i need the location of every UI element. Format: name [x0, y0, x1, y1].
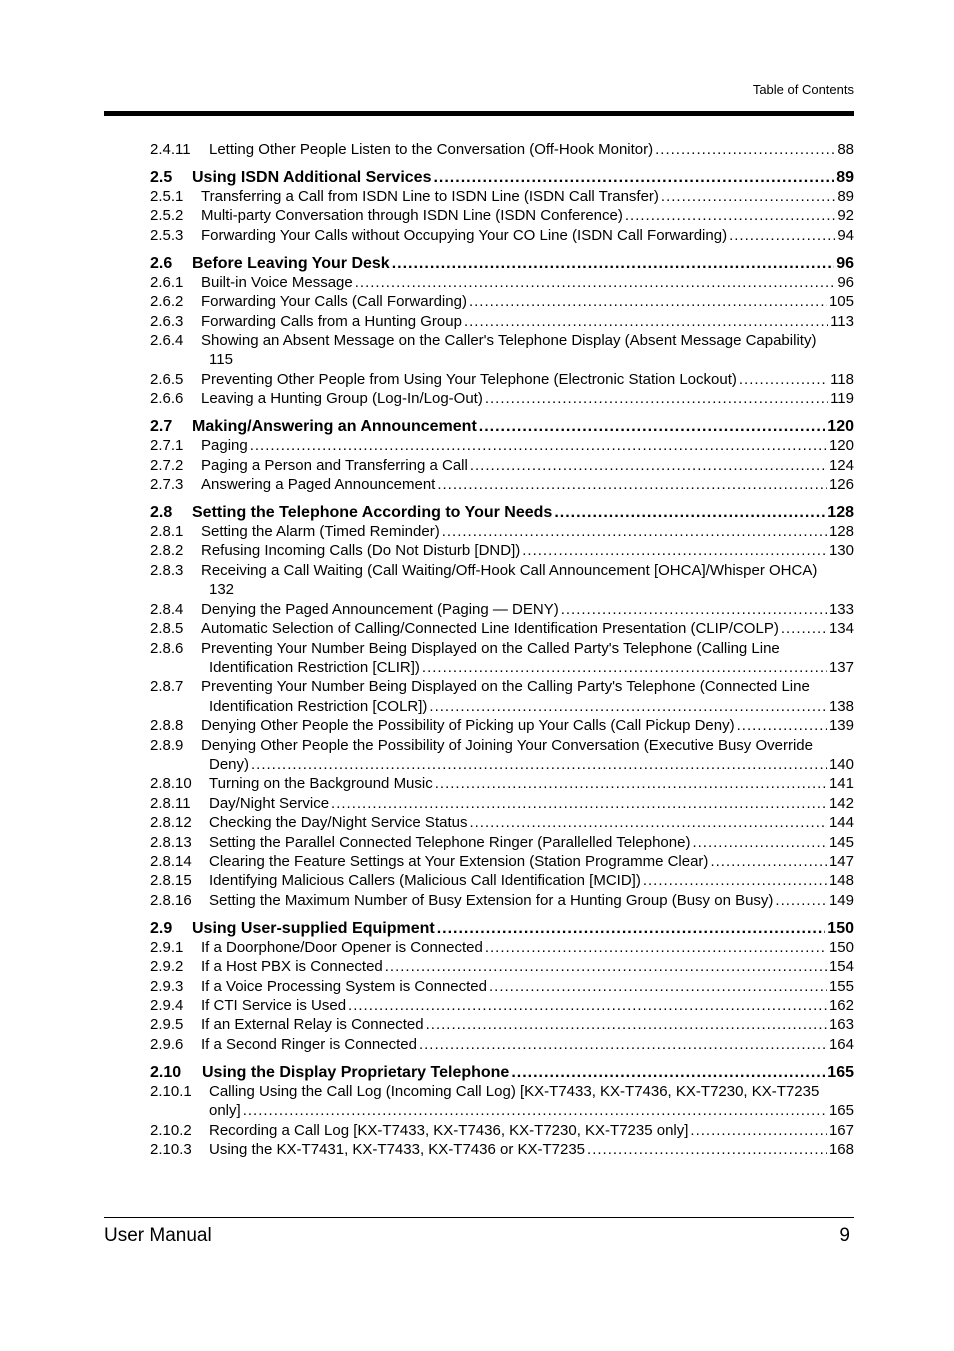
- toc-entry-page: 168: [828, 1141, 854, 1159]
- toc-entry-page: 149: [828, 891, 854, 909]
- toc-entry-page: 164: [828, 1035, 854, 1053]
- dot-leader: [437, 475, 827, 494]
- toc-entry-title: Identifying Malicious Callers (Malicious Call Identification [MCID]): [209, 872, 641, 890]
- toc-entry-number: 2.6.6: [150, 390, 184, 408]
- toc-entry[interactable]: [150, 871, 854, 890]
- toc-entry-page: 92: [837, 207, 854, 225]
- dot-leader: [781, 619, 827, 638]
- toc-entry-page: 134: [828, 620, 854, 638]
- toc-entry-continuation: [150, 350, 854, 369]
- toc-entry-number: 2.10.3: [150, 1141, 192, 1159]
- toc-entry-title: Denying Other People the Possibility of Joining Your Conversation (Executive Busy Override: [201, 736, 813, 754]
- toc-section-number: 2.8: [150, 504, 173, 522]
- toc-entry-title: Forwarding Your Calls without Occupying Your CO Line (ISDN Call Forwarding): [201, 226, 728, 244]
- toc-entry[interactable]: [150, 331, 854, 350]
- toc-entry-page: 88: [837, 141, 854, 158]
- dot-leader: [692, 833, 827, 852]
- dot-leader: [643, 871, 827, 890]
- toc-entry-number: 2.6.1: [150, 273, 184, 291]
- toc-entry-page: 130: [828, 542, 854, 560]
- toc-entry-page: 113: [830, 312, 854, 330]
- toc-entry[interactable]: [150, 833, 854, 852]
- toc-entry-number: 2.8.15: [150, 872, 192, 890]
- toc-section-page: 150: [827, 919, 854, 937]
- toc-section-number: 2.7: [150, 418, 173, 436]
- toc-entry[interactable]: [150, 996, 854, 1015]
- toc-entry-number: 2.10.1: [150, 1082, 192, 1100]
- toc-entry[interactable]: [150, 522, 854, 541]
- dot-leader: [392, 254, 835, 273]
- toc-entry-title: Automatic Selection of Calling/Connected Line Identification Presentation (CLIP/COLP): [201, 620, 779, 638]
- dot-leader: [511, 1063, 825, 1082]
- toc-entry-page: 148: [828, 872, 854, 890]
- toc-entry-number: 2.6.5: [150, 370, 184, 388]
- dot-leader: [479, 417, 826, 436]
- dot-leader: [437, 919, 826, 938]
- toc-entry[interactable]: [150, 456, 854, 475]
- toc-entry-number: 2.10.2: [150, 1121, 192, 1139]
- toc-entry-number: 2.9.4: [150, 997, 184, 1014]
- toc-entry-page: 144: [828, 814, 854, 832]
- toc-entry-page: 138: [828, 697, 854, 715]
- toc-entry[interactable]: [150, 639, 854, 658]
- table-of-contents: [150, 140, 854, 1159]
- dot-leader: [464, 312, 828, 331]
- dot-leader: [489, 977, 827, 996]
- toc-section[interactable]: [150, 417, 854, 436]
- toc-entry-title: If a Host PBX is Connected: [201, 958, 383, 976]
- toc-entry[interactable]: [150, 312, 854, 331]
- toc-entry-number: 2.9.3: [150, 977, 184, 995]
- toc-entry[interactable]: [150, 140, 854, 159]
- toc-entry[interactable]: [150, 475, 854, 494]
- toc-entry[interactable]: [150, 794, 854, 813]
- toc-entry-page: 119: [830, 390, 854, 408]
- toc-entry-title: Setting the Parallel Connected Telephone Ringer (Parallelled Telephone): [209, 833, 691, 851]
- dot-leader: [331, 794, 827, 813]
- toc-entry-number: 2.9.2: [150, 958, 184, 976]
- toc-entry[interactable]: [150, 541, 854, 560]
- toc-entry-page: 89: [837, 188, 854, 205]
- toc-entry-number: 2.8.8: [150, 717, 184, 735]
- toc-entry-title: Refusing Incoming Calls (Do Not Disturb [DND]): [201, 542, 521, 560]
- toc-entry-title: Receiving a Call Waiting (Call Waiting/Off-Hook Call Announcement [OHCA]/Whisper OHCA): [201, 561, 818, 579]
- toc-entry-title-continued: Identification Restriction [COLR]): [209, 697, 428, 715]
- toc-entry-page: 120: [828, 437, 854, 455]
- toc-section[interactable]: [150, 503, 854, 522]
- toc-entry-number: 2.8.16: [150, 891, 192, 909]
- toc-entry[interactable]: [150, 619, 854, 638]
- toc-entry-title: Checking the Day/Night Service Status: [209, 814, 468, 832]
- toc-section-title: Using User-supplied Equipment: [192, 919, 435, 937]
- toc-entry-number: 2.8.10: [150, 775, 192, 793]
- dot-leader: [775, 891, 827, 910]
- toc-entry-title: Multi-party Conversation through ISDN Line (ISDN Conference): [201, 207, 623, 225]
- toc-entry-number: 2.8.11: [150, 794, 191, 812]
- toc-entry-title: Setting the Alarm (Timed Reminder): [201, 523, 440, 541]
- toc-entry-number: 2.8.3: [150, 561, 184, 579]
- toc-entry-number: 2.7.2: [150, 456, 184, 474]
- toc-entry[interactable]: [150, 891, 854, 910]
- toc-section-page: 128: [827, 504, 854, 522]
- toc-section-number: 2.9: [150, 919, 173, 937]
- toc-entry[interactable]: [150, 736, 854, 755]
- dot-leader: [655, 140, 835, 159]
- toc-entry-number: 2.5.2: [150, 207, 184, 225]
- toc-entry-page: 94: [837, 226, 854, 244]
- toc-entry-title: Preventing Your Number Being Displayed on the Calling Party's Telephone (Connected Line: [201, 678, 810, 696]
- toc-entry-title: Answering a Paged Announcement: [201, 476, 436, 494]
- toc-entry[interactable]: [150, 206, 854, 225]
- toc-entry-title: Using the KX-T7431, KX-T7433, KX-T7436 or KX-T7235: [209, 1141, 586, 1159]
- toc-entry[interactable]: [150, 977, 854, 996]
- dot-leader: [355, 273, 836, 292]
- toc-section-page: 96: [836, 254, 854, 272]
- dot-leader: [419, 1035, 827, 1054]
- toc-section[interactable]: [150, 1063, 854, 1082]
- toc-entry-continuation: [150, 1101, 854, 1120]
- footer-manual-title: User Manual: [104, 1225, 212, 1246]
- toc-entry-title: Showing an Absent Message on the Caller's Telephone Display (Absent Message Capability): [201, 332, 817, 350]
- toc-entry-page: 154: [828, 958, 854, 976]
- toc-entry-number: 2.8.4: [150, 600, 184, 618]
- toc-entry-page: 105: [828, 293, 854, 311]
- toc-section-title: Before Leaving Your Desk: [192, 254, 390, 272]
- toc-entry-title: If a Voice Processing System is Connected: [201, 977, 487, 995]
- dot-leader: [469, 292, 827, 311]
- toc-entry-title: Clearing the Feature Settings at Your Extension (Station Programme Clear): [209, 852, 709, 870]
- dot-leader: [243, 1101, 827, 1120]
- toc-entry-page: 132: [209, 581, 235, 599]
- dot-leader: [739, 370, 828, 389]
- dot-leader: [251, 755, 827, 774]
- footer-page-number: 9: [839, 1225, 850, 1246]
- toc-entry-title: If an External Relay is Connected: [201, 1016, 424, 1034]
- toc-section-page: 120: [827, 418, 854, 436]
- toc-entry-title: Transferring a Call from ISDN Line to ISDN Line (ISDN Call Transfer): [201, 188, 659, 205]
- dot-leader: [435, 774, 827, 793]
- toc-entry[interactable]: [150, 226, 854, 245]
- toc-entry-continuation: [150, 580, 854, 599]
- toc-entry-number: 2.9.5: [150, 1016, 184, 1034]
- dot-leader: [426, 1015, 827, 1034]
- toc-entry-number: 2.9.1: [150, 938, 184, 956]
- toc-entry-number: 2.4.11: [150, 141, 191, 158]
- dot-leader: [729, 226, 835, 245]
- toc-entry-title: Built-in Voice Message: [201, 273, 353, 291]
- toc-entry-page: 141: [828, 775, 854, 793]
- toc-entry-page: 140: [828, 755, 854, 773]
- toc-entry-page: 139: [828, 717, 854, 735]
- toc-entry-number: 2.7.3: [150, 476, 184, 494]
- toc-entry[interactable]: [150, 852, 854, 871]
- toc-section[interactable]: [150, 254, 854, 273]
- dot-leader: [429, 697, 827, 716]
- toc-entry-number: 2.8.7: [150, 678, 184, 696]
- toc-entry-number: 2.5.3: [150, 226, 184, 244]
- toc-section-page: 165: [827, 1063, 854, 1081]
- page-header-title: Table of Contents: [752, 82, 854, 97]
- toc-entry[interactable]: [150, 1121, 854, 1140]
- toc-entry-number: 2.8.14: [150, 852, 192, 870]
- toc-entry[interactable]: [150, 436, 854, 455]
- toc-entry-title: If a Doorphone/Door Opener is Connected: [201, 938, 483, 956]
- toc-entry-number: 2.8.2: [150, 542, 184, 560]
- toc-entry[interactable]: [150, 774, 854, 793]
- toc-entry-page: 133: [828, 600, 854, 618]
- dot-leader: [522, 541, 827, 560]
- toc-entry[interactable]: [150, 813, 854, 832]
- dot-leader: [710, 852, 827, 871]
- toc-entry-title: Forwarding Your Calls (Call Forwarding): [201, 293, 467, 311]
- toc-entry-page: 142: [828, 794, 854, 812]
- toc-entry[interactable]: [150, 716, 854, 735]
- toc-entry-title: Calling Using the Call Log (Incoming Call Log) [KX-T7433, KX-T7436, KX-T7230, KX-T7235: [209, 1082, 820, 1100]
- toc-entry-title-continued: Deny): [209, 755, 250, 773]
- toc-entry-title: Paging: [201, 437, 248, 455]
- toc-entry-number: 2.6.3: [150, 312, 184, 330]
- toc-entry-title: Denying the Paged Announcement (Paging — DENY): [201, 600, 559, 618]
- toc-entry-page: 115: [209, 351, 233, 369]
- dot-leader: [690, 1121, 827, 1140]
- dot-leader: [561, 600, 827, 619]
- toc-entry-number: 2.9.6: [150, 1035, 184, 1053]
- toc-entry-page: 147: [828, 852, 854, 870]
- toc-entry-number: 2.8.13: [150, 833, 192, 851]
- toc-entry-title: Setting the Maximum Number of Busy Extension for a Hunting Group (Busy on Busy): [209, 891, 774, 909]
- toc-section-title: Setting the Telephone According to Your Needs: [192, 504, 553, 522]
- toc-entry-number: 2.8.1: [150, 523, 184, 541]
- toc-entry[interactable]: [150, 273, 854, 292]
- toc-section-title: Making/Answering an Announcement: [192, 418, 477, 436]
- toc-entry-page: 124: [828, 456, 854, 474]
- toc-entry[interactable]: [150, 1140, 854, 1159]
- toc-section[interactable]: [150, 919, 854, 938]
- dot-leader: [737, 716, 827, 735]
- dot-leader: [661, 187, 835, 206]
- toc-entry-page: 162: [828, 997, 854, 1014]
- toc-entry-title: If a Second Ringer is Connected: [201, 1035, 417, 1053]
- toc-entry[interactable]: [150, 600, 854, 619]
- dot-leader: [625, 206, 835, 225]
- toc-entry[interactable]: [150, 957, 854, 976]
- toc-entry-page: 150: [828, 938, 854, 956]
- toc-entry-number: 2.5.1: [150, 188, 184, 205]
- dot-leader: [485, 938, 827, 957]
- toc-entry-title: Preventing Other People from Using Your Telephone (Electronic Station Lockout): [201, 370, 737, 388]
- toc-entry-page: 155: [828, 977, 854, 995]
- toc-entry-page: 167: [828, 1121, 854, 1139]
- toc-entry[interactable]: [150, 561, 854, 580]
- toc-entry[interactable]: [150, 938, 854, 957]
- toc-entry-title: Turning on the Background Music: [209, 775, 433, 793]
- toc-entry-continuation: [150, 755, 854, 774]
- toc-entry-page: 128: [828, 523, 854, 541]
- toc-entry[interactable]: [150, 187, 854, 206]
- dot-leader: [442, 522, 827, 541]
- toc-entry-number: 2.8.12: [150, 814, 192, 832]
- toc-entry[interactable]: [150, 1082, 854, 1101]
- dot-leader: [554, 503, 825, 522]
- header-rule: [104, 111, 854, 116]
- toc-section-page: 89: [836, 169, 854, 186]
- toc-entry-title-continued: only]: [209, 1102, 241, 1120]
- toc-entry-title: Leaving a Hunting Group (Log-In/Log-Out): [201, 390, 483, 408]
- dot-leader: [469, 813, 827, 832]
- dot-leader: [422, 658, 827, 677]
- toc-entry-continuation: [150, 697, 854, 716]
- toc-entry-page: 145: [828, 833, 854, 851]
- toc-entry-title: Day/Night Service: [209, 794, 330, 812]
- dot-leader: [485, 389, 828, 408]
- toc-entry-title: Forwarding Calls from a Hunting Group: [201, 312, 462, 330]
- toc-entry[interactable]: [150, 370, 854, 389]
- toc-entry-title-continued: Identification Restriction [CLIR]): [209, 658, 420, 676]
- toc-entry-number: 2.6.2: [150, 293, 184, 311]
- toc-entry[interactable]: [150, 389, 854, 408]
- dot-leader: [385, 957, 827, 976]
- toc-entry[interactable]: [150, 677, 854, 696]
- toc-entry-page: 163: [828, 1016, 854, 1034]
- dot-leader: [250, 436, 827, 455]
- toc-entry-continuation: [150, 658, 854, 677]
- toc-entry-title: Denying Other People the Possibility of Picking up Your Calls (Call Pickup Deny): [201, 717, 735, 735]
- toc-entry[interactable]: [150, 1015, 854, 1034]
- footer-rule: [104, 1217, 854, 1218]
- toc-entry-number: 2.6.4: [150, 332, 184, 350]
- toc-entry-title: Preventing Your Number Being Displayed on the Called Party's Telephone (Calling Line: [201, 639, 780, 657]
- toc-entry-number: 2.8.9: [150, 736, 184, 754]
- toc-entry-title: Letting Other People Listen to the Conversation (Off-Hook Monitor): [209, 141, 654, 158]
- toc-entry-number: 2.7.1: [150, 437, 184, 455]
- toc-section[interactable]: [150, 168, 854, 187]
- toc-section-number: 2.5: [150, 169, 173, 186]
- dot-leader: [348, 996, 827, 1015]
- toc-section-number: 2.6: [150, 254, 173, 272]
- toc-entry-page: 137: [828, 658, 854, 676]
- toc-entry-page: 118: [830, 370, 854, 388]
- toc-entry[interactable]: [150, 292, 854, 311]
- toc-entry-page: 96: [837, 273, 854, 291]
- toc-entry-title: If CTI Service is Used: [201, 997, 347, 1014]
- toc-entry-title: Paging a Person and Transferring a Call: [201, 456, 468, 474]
- toc-entry-number: 2.8.5: [150, 620, 184, 638]
- toc-section-number: 2.10: [150, 1063, 182, 1081]
- toc-entry-title: Recording a Call Log [KX-T7433, KX-T7436, KX-T7230, KX-T7235 only]: [209, 1121, 689, 1139]
- toc-entry-page: 126: [828, 476, 854, 494]
- toc-entry-number: 2.8.6: [150, 639, 184, 657]
- toc-section-title: Using ISDN Additional Services: [192, 169, 432, 186]
- toc-section-title: Using the Display Proprietary Telephone: [202, 1063, 510, 1081]
- toc-entry-page: 165: [828, 1102, 854, 1120]
- dot-leader: [433, 168, 834, 187]
- dot-leader: [470, 456, 827, 475]
- toc-entry[interactable]: [150, 1035, 854, 1054]
- dot-leader: [587, 1140, 827, 1159]
